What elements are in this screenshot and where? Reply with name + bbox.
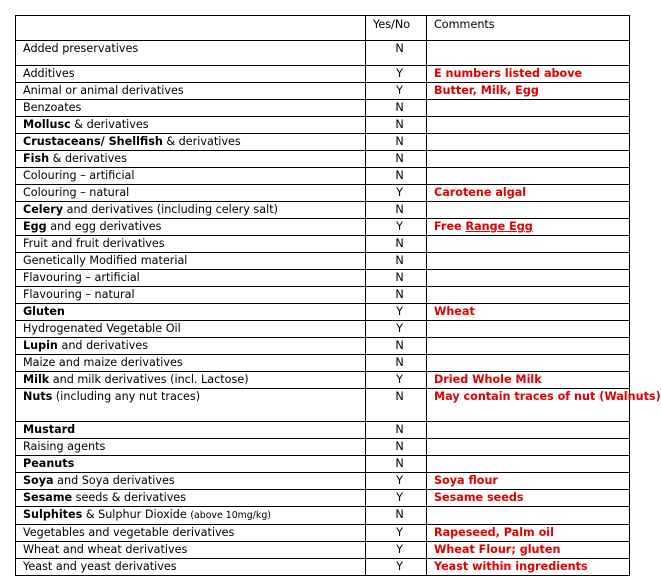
ingredient-bold-text: Sulphites bbox=[23, 508, 83, 521]
table-row bbox=[16, 117, 630, 134]
ingredient-cell bbox=[16, 507, 366, 525]
ingredient-text: Animal or animal derivatives bbox=[23, 84, 184, 97]
ingredient-text: Added preservatives bbox=[23, 42, 139, 55]
comment-cell bbox=[427, 100, 630, 117]
yes-no-cell: N bbox=[366, 202, 427, 219]
comment-cell: May contain traces of nut (Walnuts) bbox=[427, 389, 630, 422]
ingredient-text: & derivatives bbox=[49, 152, 127, 165]
ingredient-bold-text: Peanuts bbox=[23, 457, 75, 470]
ingredient-cell bbox=[16, 117, 366, 134]
yes-no-cell: N bbox=[366, 389, 427, 422]
table-row bbox=[16, 338, 630, 355]
ingredient-text: Flavouring – artificial bbox=[23, 271, 140, 284]
comment-cell: Wheat bbox=[427, 304, 630, 321]
comment-cell bbox=[427, 507, 630, 525]
yes-no-cell: N bbox=[366, 287, 427, 304]
yes-no-cell: N bbox=[366, 151, 427, 168]
yes-no-cell: N bbox=[366, 456, 427, 473]
ingredient-text: Additives bbox=[23, 67, 75, 80]
ingredient-cell bbox=[16, 185, 366, 202]
ingredient-text: Wheat and wheat derivatives bbox=[23, 543, 188, 556]
allergen-table bbox=[15, 15, 661, 576]
ingredient-text: Flavouring – natural bbox=[23, 288, 135, 301]
yes-no-cell: Y bbox=[366, 490, 427, 507]
comment-cell: Dried Whole Milk bbox=[427, 372, 630, 389]
ingredient-bold-text: Sesame bbox=[23, 491, 73, 504]
ingredient-text: Genetically Modified material bbox=[23, 254, 188, 267]
table-row bbox=[16, 185, 630, 202]
table-row bbox=[16, 439, 630, 456]
table-row bbox=[16, 100, 630, 117]
ingredient-text: and egg derivatives bbox=[46, 220, 162, 233]
comment-cell bbox=[427, 321, 630, 338]
ingredient-cell bbox=[16, 66, 366, 83]
ingredient-cell bbox=[16, 287, 366, 304]
ingredient-cell bbox=[16, 321, 366, 338]
table-row bbox=[16, 219, 630, 236]
ingredient-cell bbox=[16, 559, 366, 576]
yes-no-cell: N bbox=[366, 41, 427, 66]
ingredient-bold-text: Egg bbox=[23, 220, 47, 233]
yes-no-cell: N bbox=[366, 422, 427, 439]
table-row bbox=[16, 83, 630, 100]
ingredient-bold-text: Mustard bbox=[23, 423, 76, 436]
ingredient-cell bbox=[16, 134, 366, 151]
yes-no-cell: N bbox=[366, 439, 427, 456]
yes-no-cell: Y bbox=[366, 525, 427, 542]
comment-cell bbox=[427, 134, 630, 151]
ingredient-cell bbox=[16, 41, 366, 66]
table-row bbox=[16, 559, 630, 576]
table-row bbox=[16, 490, 630, 507]
comment-cell: Sesame seeds bbox=[427, 490, 630, 507]
yes-no-cell: N bbox=[366, 100, 427, 117]
ingredient-text: & derivatives bbox=[162, 135, 241, 148]
ingredient-cell bbox=[16, 542, 366, 559]
ingredient-bold-text: Mollusc bbox=[23, 118, 71, 131]
ingredient-cell bbox=[16, 253, 366, 270]
yes-no-cell: Y bbox=[366, 321, 427, 338]
ingredient-bold-text: Nuts bbox=[23, 390, 53, 403]
ingredient-text: & Sulphur Dioxide bbox=[82, 508, 191, 521]
ingredient-cell bbox=[16, 83, 366, 100]
comment-cell bbox=[427, 287, 630, 304]
ingredient-bold-text: Fish bbox=[23, 152, 50, 165]
ingredient-bold-text: Crustaceans/ Shellfish bbox=[23, 135, 163, 148]
ingredient-text: Maize and maize derivatives bbox=[23, 356, 183, 369]
table-row bbox=[16, 473, 630, 490]
table-row bbox=[16, 66, 630, 83]
ingredient-cell bbox=[16, 372, 366, 389]
ingredient-bold-text: Soya bbox=[23, 474, 54, 487]
ingredient-text: seeds & derivatives bbox=[72, 491, 187, 504]
table-row bbox=[16, 253, 630, 270]
ingredient-cell bbox=[16, 338, 366, 355]
ingredient-cell bbox=[16, 219, 366, 236]
comment-cell bbox=[427, 439, 630, 456]
ingredient-text: and derivatives (including celery salt) bbox=[63, 203, 278, 216]
ingredient-cell bbox=[16, 202, 366, 219]
header-row bbox=[16, 16, 630, 41]
ingredient-cell bbox=[16, 270, 366, 287]
comment-cell bbox=[427, 270, 630, 287]
ingredient-cell bbox=[16, 389, 366, 422]
yes-no-cell: Y bbox=[366, 473, 427, 490]
table-row bbox=[16, 202, 630, 219]
comment-cell bbox=[427, 202, 630, 219]
table-body bbox=[16, 41, 661, 576]
comments-header: Comments bbox=[427, 16, 630, 41]
comment-cell: Rapeseed, Palm oil bbox=[427, 525, 630, 542]
comment-underlined-text: Range Egg bbox=[465, 220, 533, 233]
yes-no-cell: N bbox=[366, 236, 427, 253]
ingredient-text: & derivatives bbox=[70, 118, 149, 131]
comment-cell bbox=[427, 41, 630, 66]
table-row bbox=[16, 270, 630, 287]
ingredient-cell bbox=[16, 473, 366, 490]
yes-no-cell: N bbox=[366, 338, 427, 355]
comment-cell bbox=[427, 117, 630, 134]
ingredient-text: Colouring – artificial bbox=[23, 169, 135, 182]
ingredient-cell bbox=[16, 490, 366, 507]
comment-cell bbox=[427, 338, 630, 355]
comment-cell bbox=[427, 355, 630, 372]
yes-no-cell: N bbox=[366, 168, 427, 185]
table-row bbox=[16, 321, 630, 338]
yes-no-cell: Y bbox=[366, 219, 427, 236]
ingredient-cell bbox=[16, 151, 366, 168]
comment-text: Free bbox=[434, 220, 466, 233]
yes-no-cell: Y bbox=[366, 66, 427, 83]
ingredient-bold-text: Milk bbox=[23, 373, 50, 386]
ingredient-text: Vegetables and vegetable derivatives bbox=[23, 526, 235, 539]
comment-cell: Soya flour bbox=[427, 473, 630, 490]
ingredient-bold-text: Celery bbox=[23, 203, 64, 216]
table-row bbox=[16, 355, 630, 372]
yes-no-cell: Y bbox=[366, 542, 427, 559]
table-row bbox=[16, 134, 630, 151]
yes-no-header: Yes/No bbox=[366, 16, 427, 41]
comment-cell bbox=[427, 236, 630, 253]
ingredient-cell bbox=[16, 422, 366, 439]
comment-cell: Butter, Milk, Egg bbox=[427, 83, 630, 100]
ingredient-text: Benzoates bbox=[23, 101, 82, 114]
comment-cell: Yeast within ingredients bbox=[427, 559, 630, 576]
table-row bbox=[16, 422, 630, 439]
ingredient-text: Raising agents bbox=[23, 440, 106, 453]
ingredient-cell bbox=[16, 304, 366, 321]
ingredient-text: Hydrogenated Vegetable Oil bbox=[23, 322, 181, 335]
ingredient-cell bbox=[16, 168, 366, 185]
ingredient-cell bbox=[16, 236, 366, 253]
table-row bbox=[16, 456, 630, 473]
ingredient-text: and milk derivatives (incl. Lactose) bbox=[49, 373, 249, 386]
yes-no-cell: N bbox=[366, 134, 427, 151]
ingredient-bold-text: Lupin bbox=[23, 339, 58, 352]
ingredient-text: and Soya derivatives bbox=[53, 474, 175, 487]
table-row bbox=[16, 372, 630, 389]
yes-no-cell: N bbox=[366, 253, 427, 270]
ingredient-text: (including any nut traces) bbox=[52, 390, 201, 403]
table-row bbox=[16, 389, 630, 422]
ingredient-cell bbox=[16, 439, 366, 456]
ingredient-text: and derivatives bbox=[57, 339, 149, 352]
yes-no-cell: Y bbox=[366, 83, 427, 100]
table-row bbox=[16, 507, 630, 525]
ingredient-cell bbox=[16, 355, 366, 372]
comment-cell bbox=[427, 456, 630, 473]
table-row bbox=[16, 151, 630, 168]
ingredient-cell bbox=[16, 525, 366, 542]
comment-cell: Carotene algal bbox=[427, 185, 630, 202]
yes-no-cell: N bbox=[366, 270, 427, 287]
yes-no-cell: Y bbox=[366, 372, 427, 389]
table-row bbox=[16, 287, 630, 304]
yes-no-cell: N bbox=[366, 117, 427, 134]
table-row bbox=[16, 236, 630, 253]
comment-cell: Wheat Flour; gluten bbox=[427, 542, 630, 559]
table-row bbox=[16, 41, 630, 66]
yes-no-cell: Y bbox=[366, 559, 427, 576]
table-row bbox=[16, 525, 630, 542]
ingredient-text: Colouring – natural bbox=[23, 186, 130, 199]
table-row bbox=[16, 168, 630, 185]
table-row bbox=[16, 304, 630, 321]
table-row bbox=[16, 542, 630, 559]
comment-cell bbox=[427, 219, 630, 236]
comment-cell bbox=[427, 168, 630, 185]
ingredient-bold-text: Gluten bbox=[23, 305, 65, 318]
yes-no-cell: Y bbox=[366, 304, 427, 321]
yes-no-cell: N bbox=[366, 507, 427, 525]
comment-cell bbox=[427, 422, 630, 439]
comment-cell bbox=[427, 151, 630, 168]
ingredient-text: Yeast and yeast derivatives bbox=[23, 560, 177, 573]
ingredient-header bbox=[16, 16, 366, 41]
yes-no-cell: N bbox=[366, 355, 427, 372]
yes-no-cell: Y bbox=[366, 185, 427, 202]
comment-cell bbox=[427, 253, 630, 270]
ingredient-note: (above 10mg/kg) bbox=[190, 510, 271, 521]
ingredient-cell bbox=[16, 456, 366, 473]
ingredient-cell bbox=[16, 100, 366, 117]
comment-cell: E numbers listed above bbox=[427, 66, 630, 83]
ingredient-text: Fruit and fruit derivatives bbox=[23, 237, 165, 250]
